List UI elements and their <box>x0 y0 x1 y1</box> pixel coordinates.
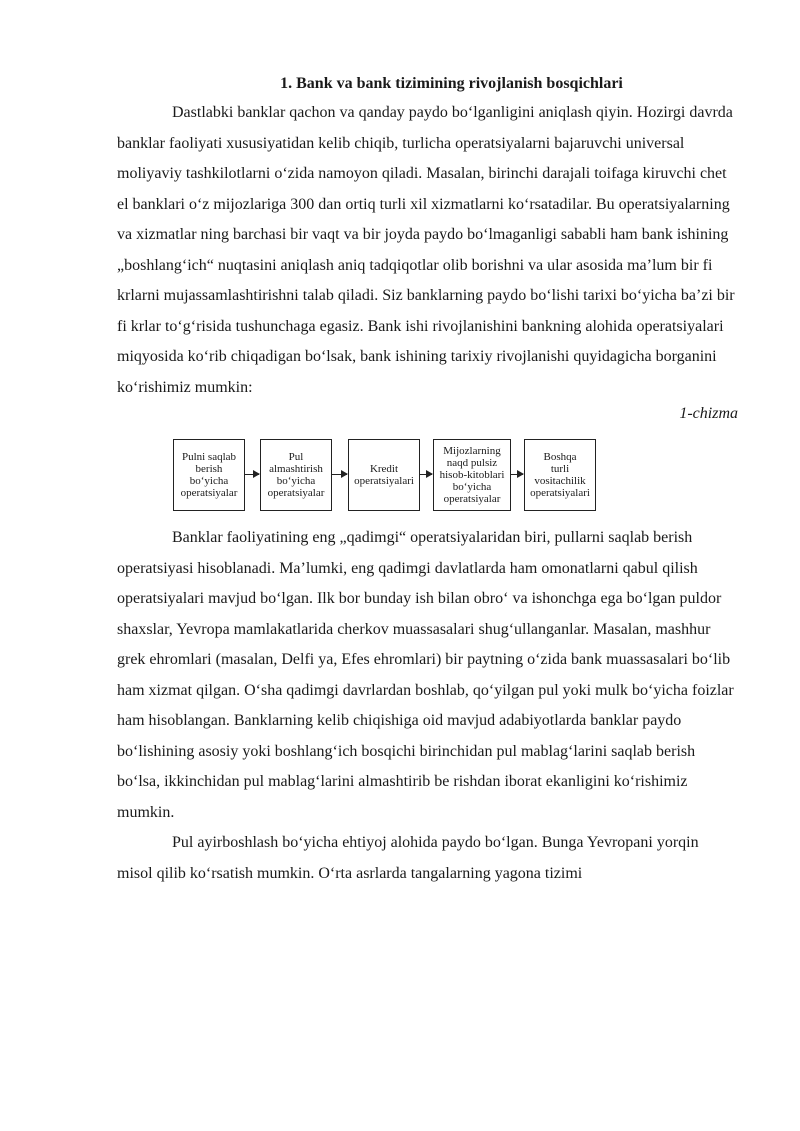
document-page <box>117 72 738 889</box>
diagram-box-credit-operations: Kredit operatsiyalari <box>348 439 420 511</box>
figure-caption: 1-chizma <box>679 405 738 422</box>
paragraph-exchange: Pul ayirboshlash bo‘yicha ehtiyoj alohida paydo bo‘lgan. Bunga Yevropani yorqin misol qilib ko‘rsatish mumkin. O‘rta asrlarda tangalarning yagona tizimi <box>117 834 699 882</box>
section-title: 1. Bank va bank tizimining rivojlanish bosqichlari <box>280 75 623 92</box>
diagram-box-exchange-operations: Pul almashtirish bo‘yicha operatsiyalar <box>260 439 332 511</box>
paragraph-ancient-operations: Banklar faoliyatining eng „qadimgi“ operatsiyalaridan biri, pullarni saqlab berish operatsiyasi hisoblanadi. Ma’lumki, eng qadimgi davlatlarda ham omonatlarni qabul qilish operatsiyalari mavjud bo‘lgan. Ilk bor bunday ish bilan obro‘ va ishonchga ega bo‘lgan puldor shaxslar, Yevropa mamlakatlarida cherkov muassasalari shug‘ullanganlar. Masalan, mashhur grek ehromlari (masalan, Delfi ya, Efes ehromlari) bir paytning o‘zida bank muassasalari bo‘lib ham xizmat qilgan. O‘sha qadimgi davrlardan boshlab, qo‘yilgan pul yoki mulk bo‘yicha foizlar ham hisoblangan. Banklarning kelib chiqishiga oid mavjud adabiyotlarda banklar paydo bo‘lishining asosiy yoki boshlang‘ich bosqichi birinchidan pul mablag‘larini saqlab berish bo‘lsa, ikkinchidan pul mablag‘larini almashtirib be rishdan iborat ekanligini ko‘rishimiz mumkin. <box>117 529 734 821</box>
diagram-arrow <box>245 474 259 475</box>
diagram-box-cashless-settlements: Mijozlarning naqd pulsiz hisob-kitoblari bo‘yicha operatsiyalar <box>433 439 511 511</box>
diagram-box-deposit-operations: Pulni saqlab berish bo‘yicha operatsiyalar <box>173 439 245 511</box>
paragraph-intro: Dastlabki banklar qachon va qanday paydo bo‘lganligini aniqlash qiyin. Hozirgi davrda banklar faoliyati xususiyatidan kelib chiqib, turlicha operatsiyalarni bajaruvchi universal moliyaviy tashkilotlarni o‘zida namoyon qiladi. Masalan, birinchi darajali toifaga kiruvchi chet el banklari o‘z mijozlariga 300 dan ortiq turli xil xizmatlarni ko‘rsatadilar. Bu operatsiyalarning va xizmatlar ning barchasi bir vaqt va bir joyda paydo bo‘lmaganligi sababli ham bank ishining „boshlang‘ich“ nuqtasini aniqlash aniq tadqiqotlar olib borishni va ular asosida ma’lum bir fi krlarni mujassamlashtirishni talab qiladi. Siz banklarning paydo bo‘lishi tarixi bo‘yicha ba’zi bir fi krlar to‘g‘risida tushunchaga egasiz. Bank ishi rivojlanishini bankning alohida operatsiyalari miqyosida ko‘rib chiqadigan bo‘lsak, bank ishining tarixiy rivojlanishi quyidagicha borganini ko‘rishimiz mumkin: <box>117 104 735 396</box>
flow-diagram <box>117 431 738 517</box>
diagram-arrow <box>332 474 347 475</box>
diagram-box-intermediary-operations: Boshqa turli vositachilik operatsiyalari <box>524 439 596 511</box>
diagram-arrow <box>420 474 432 475</box>
diagram-arrow <box>511 474 523 475</box>
